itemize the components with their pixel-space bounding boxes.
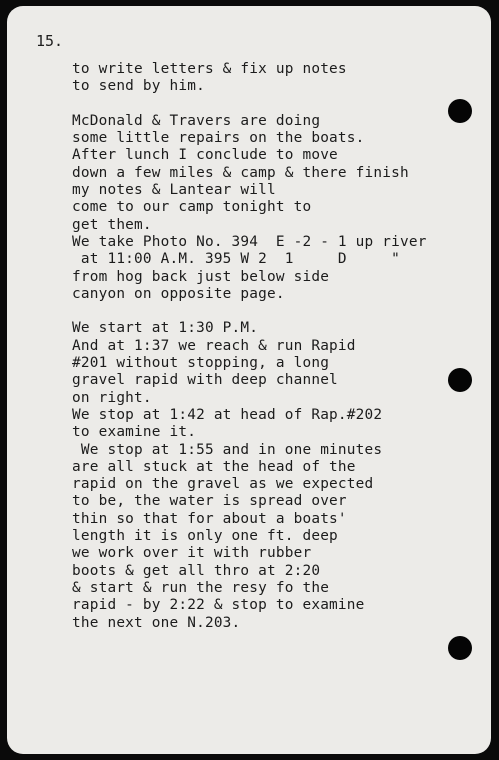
text-line: to send by him. — [72, 78, 205, 95]
text-line: to write letters & fix up notes — [72, 61, 347, 77]
text-line: & start & run the resy fo the — [72, 579, 330, 596]
text-line: to examine it. — [72, 424, 197, 441]
text-line: to be, the water is spread over — [72, 493, 347, 510]
text-line: come to our camp tonight to — [72, 199, 312, 216]
text-line: We start at 1:30 P.M. — [72, 320, 259, 337]
text-line: thin so that for about a boats' — [72, 510, 347, 527]
text-line: get them. — [72, 216, 152, 233]
page-number: 15. — [36, 32, 64, 50]
text-line: We stop at 1:55 and in one minutes — [72, 441, 383, 458]
text-line: at 11:00 A.M. 395 W 2 1 D " — [72, 251, 400, 268]
text-line: canyon on opposite page. — [72, 285, 285, 302]
text-line: from hog back just below side — [72, 268, 330, 285]
text-line: rapid on the gravel as we expected — [72, 476, 374, 493]
text-line — [72, 96, 427, 113]
binder-hole — [448, 99, 472, 123]
text-line: boots & get all thro at 2:20 — [72, 562, 321, 579]
text-line: We take Photo No. 394 E -2 - 1 up river — [72, 233, 427, 250]
binder-hole — [448, 368, 472, 392]
text-line: we work over it with rubber — [72, 545, 312, 562]
text-line: down a few miles & camp & there finish — [72, 164, 409, 181]
notebook-page — [7, 6, 491, 754]
text-line: We stop at 1:42 at head of Rap.#202 — [72, 406, 383, 423]
text-line: #201 without stopping, a long — [72, 355, 330, 372]
text-line: are all stuck at the head of the — [72, 458, 356, 475]
text-line: And at 1:37 we reach & run Rapid — [72, 337, 356, 354]
text-line: After lunch I conclude to move — [72, 147, 338, 164]
text-line: the next one N.203. — [72, 614, 241, 631]
typed-notes — [72, 61, 427, 632]
text-line: rapid - by 2:22 & stop to examine — [72, 597, 365, 614]
text-line: McDonald & Travers are doing — [72, 112, 321, 129]
text-line: on right. — [72, 389, 152, 406]
text-line: my notes & Lantear will — [72, 182, 276, 199]
text-line — [72, 303, 427, 320]
binder-hole — [448, 636, 472, 660]
text-line: length it is only one ft. deep — [72, 528, 338, 545]
text-line: some little repairs on the boats. — [72, 130, 365, 147]
text-line: gravel rapid with deep channel — [72, 372, 338, 389]
